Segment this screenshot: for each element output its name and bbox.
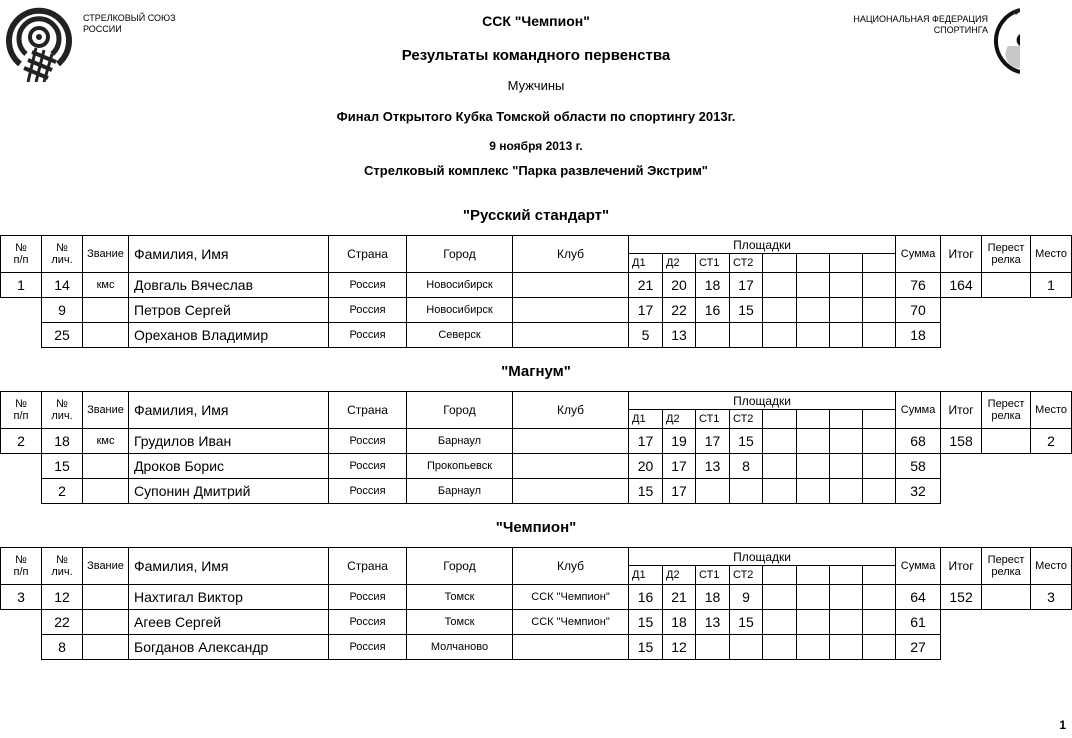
col-ground-header: СТ2 [730, 254, 763, 273]
cell-city: Барнаул [407, 429, 513, 454]
cell-country: Россия [329, 479, 407, 504]
cell-rank [83, 298, 129, 323]
header-line-1: № [56, 554, 68, 566]
cell-rank [83, 610, 129, 635]
col-ground-header: Д1 [629, 410, 663, 429]
col-ground-header [830, 410, 863, 429]
cell-empty [1031, 298, 1072, 323]
cell-empty [941, 479, 982, 504]
cell-empty [1031, 635, 1072, 660]
col-ground-header [763, 410, 797, 429]
cell-empty [941, 298, 982, 323]
header-line-2: релка [991, 410, 1021, 422]
header-line-1: Перест [987, 554, 1025, 566]
col-club-header: Клуб [513, 548, 629, 585]
col-sum-header: Сумма [896, 236, 941, 273]
cell-country: Россия [329, 585, 407, 610]
cell-place: 3 [1031, 585, 1072, 610]
table-row [1, 454, 1072, 479]
col-ground-header [863, 566, 896, 585]
cell-score: 17 [629, 429, 663, 454]
cell-country: Россия [329, 429, 407, 454]
cell-empty [1031, 454, 1072, 479]
cell-score: 13 [663, 323, 696, 348]
cell-city: Северск [407, 323, 513, 348]
header-line-1: № [15, 398, 27, 410]
header-line-1: Перест [987, 398, 1025, 410]
cell-rank [83, 585, 129, 610]
cell-score [730, 323, 763, 348]
cell-score [863, 454, 896, 479]
cell-score: 18 [696, 273, 730, 298]
table-header-row [1, 236, 1072, 254]
event-date: 9 ноября 2013 г. [489, 139, 583, 153]
cell-score [830, 298, 863, 323]
col-total-header: Итог [941, 548, 982, 585]
cell-city: Новосибирск [407, 298, 513, 323]
col-ground-header [763, 254, 797, 273]
cell-empty [941, 323, 982, 348]
cell-shootoff [982, 585, 1031, 610]
cell-score [797, 479, 830, 504]
cell-name: Богданов Александр [129, 635, 329, 660]
col-ground-header: СТ1 [696, 254, 730, 273]
cell-score: 17 [629, 298, 663, 323]
cell-score [763, 429, 797, 454]
col-city-header: Город [407, 236, 513, 273]
cell-total: 158 [941, 429, 982, 454]
page-number: 1 [1059, 718, 1066, 732]
category-label: Мужчины [507, 78, 565, 93]
table-row [1, 298, 1072, 323]
cell-license: 14 [42, 273, 83, 298]
team-title: "Чемпион" [495, 519, 577, 536]
col-sum-header: Сумма [896, 548, 941, 585]
col-grounds-header: Площадки [629, 548, 896, 566]
cell-sum: 18 [896, 323, 941, 348]
col-name-header: Фамилия, Имя [129, 236, 329, 273]
cell-city: Барнаул [407, 479, 513, 504]
cell-empty [982, 298, 1031, 323]
cell-empty [982, 454, 1031, 479]
cell-empty [982, 635, 1031, 660]
cell-score: 9 [730, 585, 763, 610]
cell-empty [982, 479, 1031, 504]
table-header-row [1, 548, 1072, 566]
cell-sum: 61 [896, 610, 941, 635]
cell-score [763, 454, 797, 479]
cell-score: 19 [663, 429, 696, 454]
cell-license: 9 [42, 298, 83, 323]
cell-score [763, 273, 797, 298]
cell-empty [1, 479, 42, 504]
col-pp-header [1, 392, 42, 429]
table-row [1, 610, 1072, 635]
cell-sum: 76 [896, 273, 941, 298]
cell-score [797, 585, 830, 610]
cell-shootoff [982, 273, 1031, 298]
col-ground-header: Д1 [629, 566, 663, 585]
cell-rank [83, 479, 129, 504]
cell-name: Супонин Дмитрий [129, 479, 329, 504]
cell-club [513, 479, 629, 504]
col-license-header [42, 392, 83, 429]
cell-score [863, 323, 896, 348]
cell-city: Молчаново [407, 635, 513, 660]
cell-empty [1031, 323, 1072, 348]
cell-license: 2 [42, 479, 83, 504]
col-club-header: Клуб [513, 236, 629, 273]
col-ground-header [763, 566, 797, 585]
cell-score: 13 [696, 454, 730, 479]
cell-score: 17 [730, 273, 763, 298]
col-rank-header: Звание [83, 548, 129, 585]
cell-total: 152 [941, 585, 982, 610]
cell-club [513, 273, 629, 298]
team-title: "Магнум" [501, 363, 571, 380]
cell-rank [83, 635, 129, 660]
header-line-2: п/п [13, 254, 29, 266]
cell-club: ССК "Чемпион" [513, 610, 629, 635]
cell-score [830, 585, 863, 610]
cell-score [797, 454, 830, 479]
cell-score [830, 635, 863, 660]
cell-empty [941, 635, 982, 660]
col-ground-header [830, 566, 863, 585]
cell-score [797, 273, 830, 298]
header-line-2: лич. [51, 566, 73, 578]
col-city-header: Город [407, 548, 513, 585]
header-line-1: № [56, 398, 68, 410]
page-title: Результаты командного первенства [401, 47, 671, 64]
cell-score: 18 [663, 610, 696, 635]
cell-place: 2 [1031, 429, 1072, 454]
col-place-header: Место [1031, 392, 1072, 429]
cell-score [797, 610, 830, 635]
cell-score [830, 429, 863, 454]
cell-score [863, 585, 896, 610]
cell-score [863, 273, 896, 298]
cell-empty [1031, 479, 1072, 504]
col-ground-header: СТ1 [696, 410, 730, 429]
cell-rank [83, 323, 129, 348]
cell-sum: 32 [896, 479, 941, 504]
cell-rank: кмс [83, 429, 129, 454]
col-ground-header: Д2 [663, 566, 696, 585]
cell-pp: 3 [1, 585, 42, 610]
cell-empty [1, 454, 42, 479]
col-place-header: Место [1031, 548, 1072, 585]
cell-score [730, 479, 763, 504]
table-row [1, 273, 1072, 298]
cell-score [830, 610, 863, 635]
cell-city: Новосибирск [407, 273, 513, 298]
cell-score: 18 [696, 585, 730, 610]
cell-pp: 2 [1, 429, 42, 454]
cell-score: 16 [696, 298, 730, 323]
col-shootoff-header [982, 548, 1031, 585]
cell-score [830, 273, 863, 298]
table-row [1, 429, 1072, 454]
cell-score [863, 610, 896, 635]
cell-sum: 27 [896, 635, 941, 660]
cell-score: 15 [730, 429, 763, 454]
col-ground-header: Д2 [663, 254, 696, 273]
col-pp-header [1, 548, 42, 585]
header-line-1: № [15, 554, 27, 566]
cell-score: 17 [663, 479, 696, 504]
table-header-row [1, 392, 1072, 410]
cell-club: ССК "Чемпион" [513, 585, 629, 610]
cell-sum: 68 [896, 429, 941, 454]
cell-country: Россия [329, 273, 407, 298]
event-title: Финал Открытого Кубка Томской области по спортингу 2013г. [336, 109, 736, 124]
cell-score: 13 [696, 610, 730, 635]
cell-license: 22 [42, 610, 83, 635]
cell-score [696, 635, 730, 660]
col-country-header: Страна [329, 392, 407, 429]
event-venue: Стрелковый комплекс "Парка развлечений Экстрим" [364, 163, 708, 178]
header-line-1: № [56, 242, 68, 254]
cell-license: 25 [42, 323, 83, 348]
cell-empty [941, 454, 982, 479]
cell-score [797, 429, 830, 454]
cell-country: Россия [329, 454, 407, 479]
cell-name: Нахтигал Виктор [129, 585, 329, 610]
header-line-2: релка [991, 566, 1021, 578]
cell-score: 8 [730, 454, 763, 479]
cell-name: Ореханов Владимир [129, 323, 329, 348]
col-club-header: Клуб [513, 392, 629, 429]
cell-score [730, 635, 763, 660]
col-ground-header [830, 254, 863, 273]
col-name-header: Фамилия, Имя [129, 392, 329, 429]
cell-sum: 70 [896, 298, 941, 323]
cell-score: 21 [629, 273, 663, 298]
table-row [1, 479, 1072, 504]
cell-score [763, 585, 797, 610]
cell-name: Грудилов Иван [129, 429, 329, 454]
cell-city: Томск [407, 610, 513, 635]
cell-empty [1031, 610, 1072, 635]
col-grounds-header: Площадки [629, 236, 896, 254]
header-line-1: Перест [987, 242, 1025, 254]
cell-score [696, 323, 730, 348]
cell-country: Россия [329, 635, 407, 660]
cell-rank [83, 454, 129, 479]
cell-score: 17 [696, 429, 730, 454]
org-left-line-1: СТРЕЛКОВЫЙ СОЮЗ [83, 13, 176, 23]
cell-empty [982, 323, 1031, 348]
cell-score [696, 479, 730, 504]
cell-club [513, 429, 629, 454]
cell-country: Россия [329, 610, 407, 635]
cell-score: 15 [629, 479, 663, 504]
col-total-header: Итог [941, 392, 982, 429]
cell-score: 22 [663, 298, 696, 323]
cell-club [513, 454, 629, 479]
cell-club [513, 635, 629, 660]
cell-score: 16 [629, 585, 663, 610]
cell-score: 15 [629, 635, 663, 660]
cell-pp: 1 [1, 273, 42, 298]
col-ground-header: СТ2 [730, 410, 763, 429]
cell-score [797, 323, 830, 348]
cell-score: 17 [663, 454, 696, 479]
cell-empty [941, 610, 982, 635]
cell-score [763, 323, 797, 348]
cell-score [830, 479, 863, 504]
cell-score: 5 [629, 323, 663, 348]
cell-empty [1, 610, 42, 635]
col-grounds-header: Площадки [629, 392, 896, 410]
cell-sum: 64 [896, 585, 941, 610]
cell-name: Петров Сергей [129, 298, 329, 323]
cell-place: 1 [1031, 273, 1072, 298]
cell-country: Россия [329, 298, 407, 323]
col-shootoff-header [982, 236, 1031, 273]
cell-license: 12 [42, 585, 83, 610]
cell-score [797, 635, 830, 660]
table-row [1, 635, 1072, 660]
col-ground-header: СТ2 [730, 566, 763, 585]
club-title: ССК "Чемпион" [482, 13, 590, 29]
cell-score [863, 635, 896, 660]
cell-name: Дроков Борис [129, 454, 329, 479]
col-rank-header: Звание [83, 236, 129, 273]
cell-score [763, 298, 797, 323]
header-line-1: № [15, 242, 27, 254]
header-line-2: лич. [51, 254, 73, 266]
cell-score [763, 479, 797, 504]
col-city-header: Город [407, 392, 513, 429]
cell-club [513, 323, 629, 348]
cell-sum: 58 [896, 454, 941, 479]
cell-score [830, 454, 863, 479]
header-line-2: п/п [13, 410, 29, 422]
table-row [1, 323, 1072, 348]
team-title: "Русский стандарт" [462, 207, 610, 224]
org-right-line-2: СПОРТИНГА [933, 25, 988, 35]
cell-rank: кмс [83, 273, 129, 298]
col-ground-header: Д2 [663, 410, 696, 429]
header-line-2: релка [991, 254, 1021, 266]
col-ground-header: СТ1 [696, 566, 730, 585]
cell-score [863, 429, 896, 454]
col-ground-header [797, 254, 830, 273]
cell-license: 18 [42, 429, 83, 454]
cell-city: Прокопьевск [407, 454, 513, 479]
col-ground-header [797, 410, 830, 429]
col-ground-header [863, 254, 896, 273]
cell-name: Агеев Сергей [129, 610, 329, 635]
col-ground-header [863, 410, 896, 429]
cell-license: 15 [42, 454, 83, 479]
team-results-table [0, 235, 1072, 348]
col-sum-header: Сумма [896, 392, 941, 429]
col-country-header: Страна [329, 548, 407, 585]
col-shootoff-header [982, 392, 1031, 429]
col-ground-header: Д1 [629, 254, 663, 273]
cell-score: 21 [663, 585, 696, 610]
col-country-header: Страна [329, 236, 407, 273]
org-right-line-1: НАЦИОНАЛЬНАЯ ФЕДЕРАЦИЯ [853, 14, 988, 24]
col-total-header: Итог [941, 236, 982, 273]
header-line-2: лич. [51, 410, 73, 422]
cell-license: 8 [42, 635, 83, 660]
cell-score [863, 479, 896, 504]
cell-score: 20 [629, 454, 663, 479]
col-pp-header [1, 236, 42, 273]
cell-score: 15 [730, 610, 763, 635]
cell-empty [1, 635, 42, 660]
col-license-header [42, 236, 83, 273]
cell-empty [1, 323, 42, 348]
org-left-line-2: РОССИИ [83, 24, 122, 34]
col-license-header [42, 548, 83, 585]
cell-total: 164 [941, 273, 982, 298]
cell-score [763, 635, 797, 660]
col-rank-header: Звание [83, 392, 129, 429]
header-line-2: п/п [13, 566, 29, 578]
cell-score [797, 298, 830, 323]
cell-score: 15 [629, 610, 663, 635]
team-results-table [0, 547, 1072, 660]
cell-country: Россия [329, 323, 407, 348]
cell-name: Довгаль Вячеслав [129, 273, 329, 298]
col-ground-header [797, 566, 830, 585]
cell-score [863, 298, 896, 323]
cell-club [513, 298, 629, 323]
cell-city: Томск [407, 585, 513, 610]
col-name-header: Фамилия, Имя [129, 548, 329, 585]
col-place-header: Место [1031, 236, 1072, 273]
cell-score [830, 323, 863, 348]
cell-shootoff [982, 429, 1031, 454]
cell-empty [1, 298, 42, 323]
cell-empty [982, 610, 1031, 635]
cell-score: 15 [730, 298, 763, 323]
cell-score [763, 610, 797, 635]
cell-score: 12 [663, 635, 696, 660]
team-results-table [0, 391, 1072, 504]
table-row [1, 585, 1072, 610]
cell-score: 20 [663, 273, 696, 298]
